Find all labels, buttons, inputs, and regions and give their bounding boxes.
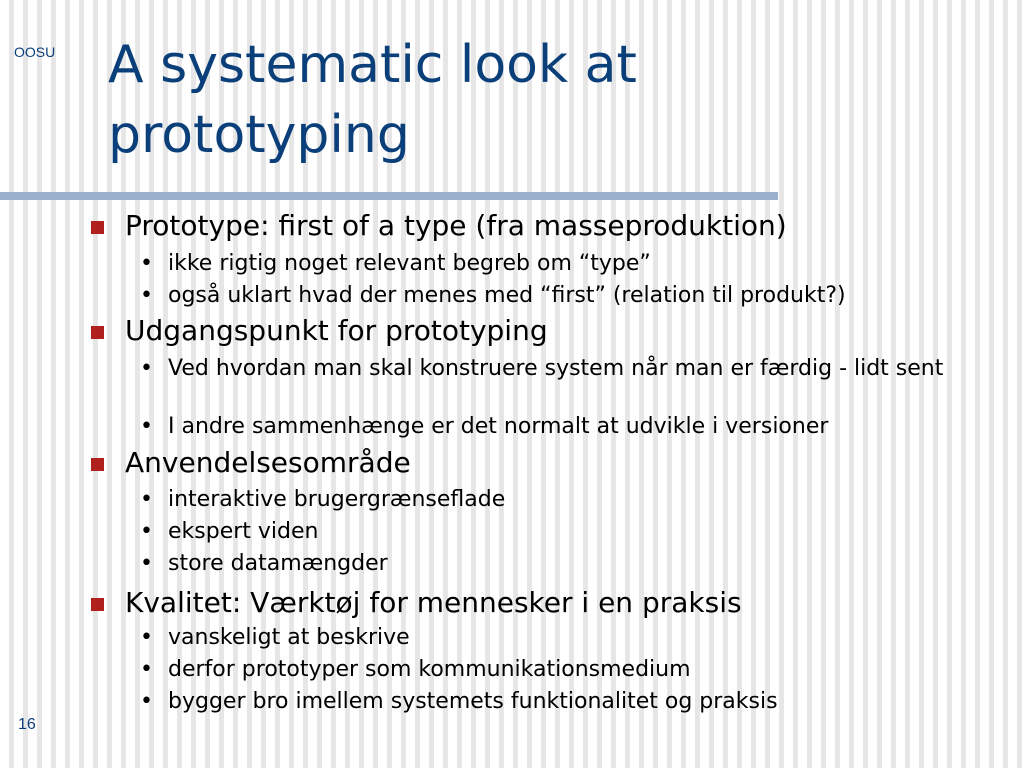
corner-label: OOSU: [14, 44, 56, 60]
sub-bullet-item: [140, 625, 1018, 650]
sub-bullet-text: vanskeligt at beskrive: [168, 625, 410, 650]
sub-bullet-item: [140, 657, 1018, 682]
dot-bullet-icon: •: [140, 657, 153, 682]
sub-bullet-text: også uklart hvad der menes med “first” (relation til produkt?): [168, 283, 846, 308]
square-bullet-icon: [91, 326, 104, 339]
sub-bullet-item: [140, 251, 1018, 276]
sub-bullet-text: ikke rigtig noget relevant begreb om “type”: [168, 251, 651, 276]
bullet-text: Kvalitet: Værktøj for mennesker i en praksis: [125, 586, 742, 619]
square-bullet-icon: [91, 221, 104, 234]
dot-bullet-icon: •: [140, 625, 153, 650]
bullet-item: [125, 314, 548, 348]
sub-bullet-text: interaktive brugergrænseflade: [168, 487, 506, 512]
bullet-text: Anvendelsesområde: [125, 446, 411, 479]
bullet-text: Udgangspunkt for prototyping: [125, 314, 548, 347]
sub-bullet-item: [140, 356, 1018, 381]
title-divider: [0, 192, 778, 200]
square-bullet-icon: [91, 598, 104, 611]
sub-bullet-item: [140, 551, 1018, 576]
dot-bullet-icon: •: [140, 283, 153, 308]
dot-bullet-icon: •: [140, 551, 153, 576]
slide-number: 16: [18, 716, 36, 733]
dot-bullet-icon: •: [140, 689, 153, 714]
dot-bullet-icon: •: [140, 414, 153, 439]
sub-bullet-text: ekspert viden: [168, 519, 319, 544]
sub-bullet-item: [140, 487, 1018, 512]
sub-bullet-text: Ved hvordan man skal konstruere system når man er færdig - lidt sent: [168, 356, 944, 381]
bullet-item: [125, 446, 411, 480]
bullet-item: [125, 586, 742, 620]
dot-bullet-icon: •: [140, 356, 153, 381]
sub-bullet-item: [140, 689, 1018, 714]
dot-bullet-icon: •: [140, 519, 153, 544]
slide-title: A systematic look at prototyping: [108, 35, 637, 165]
dot-bullet-icon: •: [140, 251, 153, 276]
sub-bullet-item: [140, 519, 1018, 544]
dot-bullet-icon: •: [140, 487, 153, 512]
bullet-text: Prototype: first of a type (fra masseproduktion): [125, 209, 787, 242]
sub-bullet-item: [140, 414, 1018, 439]
sub-bullet-text: bygger bro imellem systemets funktionalitet og praksis: [168, 689, 778, 714]
sub-bullet-text: derfor prototyper som kommunikationsmedium: [168, 657, 691, 682]
bullet-item: [125, 209, 787, 243]
square-bullet-icon: [91, 458, 104, 471]
sub-bullet-item: [140, 283, 1018, 308]
sub-bullet-text: store datamængder: [168, 551, 388, 576]
sub-bullet-text: I andre sammenhænge er det normalt at udvikle i versioner: [168, 414, 829, 439]
